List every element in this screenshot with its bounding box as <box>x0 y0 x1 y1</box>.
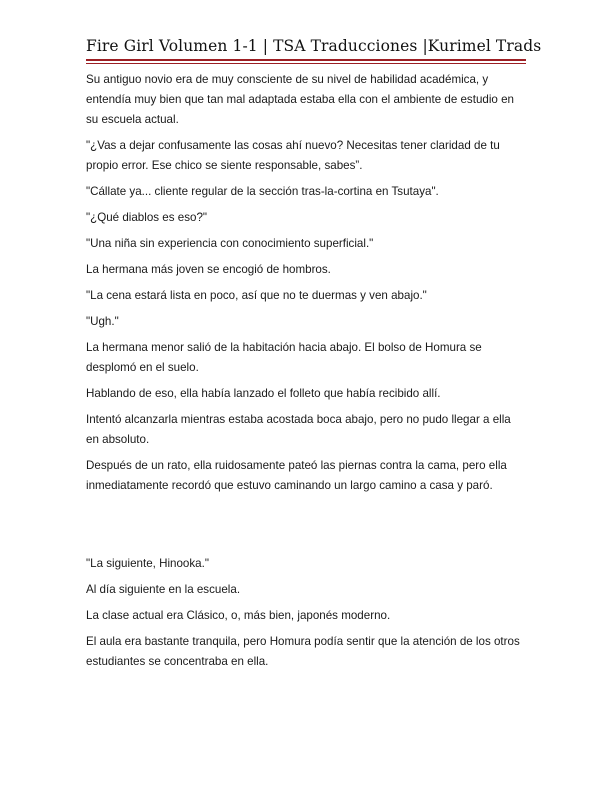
header-rule-top <box>86 59 526 61</box>
paragraph: "Ugh." <box>86 315 119 328</box>
paragraph: "Cállate ya... cliente regular de la sección tras-la-cortina en Tsutaya". <box>86 185 439 198</box>
paragraph: La clase actual era Clásico, o, más bien, japonés moderno. <box>86 609 391 622</box>
page-header <box>86 36 542 64</box>
paragraph: "¿Qué diablos es eso?" <box>86 211 208 224</box>
paragraph: Su antiguo novio era de muy consciente de su nivel de habilidad académica, y entendía muy bien que tan mal adaptada estaba ella con el ambiente de estudio en su escuela actual. <box>86 73 514 126</box>
paragraph: Hablando de eso, ella había lanzado el folleto que había recibido allí. <box>86 387 441 400</box>
paragraph: "¿Vas a dejar confusamente las cosas ahí nuevo? Necesitas tener claridad de tu propio error. Ese chico se siente responsable, sabes”. <box>86 139 500 172</box>
paragraph: "La siguiente, Hinooka." <box>86 557 209 570</box>
paragraph: La hermana más joven se encogió de hombros. <box>86 263 331 276</box>
paragraph: Al día siguiente en la escuela. <box>86 583 241 596</box>
paragraph: Después de un rato, ella ruidosamente pateó las piernas contra la cama, pero ella inmediatamente recordó que estuvo caminando un largo camino a casa y paró. <box>86 459 507 492</box>
paragraph: "Una niña sin experiencia con conocimiento superficial." <box>86 237 374 250</box>
paragraph: El aula era bastante tranquila, pero Homura podía sentir que la atención de los otros estudiantes se concentraba en ella. <box>86 635 520 668</box>
section-break <box>86 502 526 554</box>
header-title: Fire Girl Volumen 1-1 | TSA Traducciones |Kurimel Trads <box>86 37 542 55</box>
paragraph: Intentó alcanzarla mientras estaba acostada boca abajo, pero no pudo llegar a ella en absoluto. <box>86 413 511 446</box>
paragraph: "La cena estará lista en poco, así que no te duermas y ven abajo." <box>86 289 427 302</box>
header-rule-bottom <box>86 63 526 64</box>
paragraph: La hermana menor salió de la habitación hacia abajo. El bolso de Homura se desplomó en el suelo. <box>86 341 482 374</box>
document-body <box>86 70 526 678</box>
